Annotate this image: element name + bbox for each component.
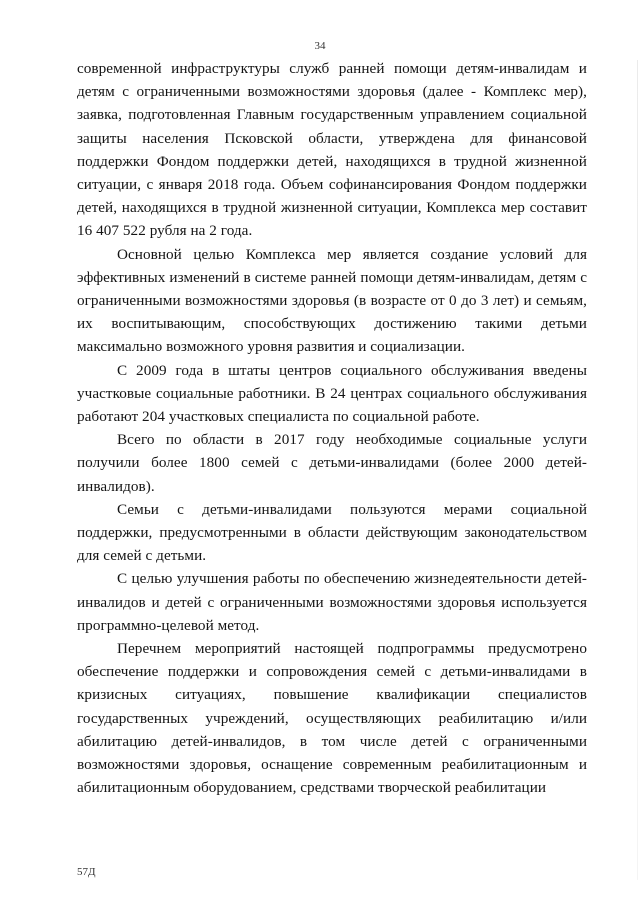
paragraph-social-workers: С 2009 года в штаты центров социального обслуживания введены участковые социальные работники. В 24 центрах социального обслуживания работают 204 участковых специалиста по социальной работе. [77,361,587,426]
paragraph-activities: Перечнем мероприятий настоящей подпрограммы предусмотрено обеспечение поддержки и сопровождения семей с детьми-инвалидами в кризисных ситуациях, повышение квалификации специалистов государственных учреждений, осуществляющих реабилитацию и/или абилитацию детей-инвалидов, в том числе детей с ограниченными возможностями здоровья, оснащение современным реабилитационным и абилитационным оборудованием, средствами творческой реабилитации [77,640,587,797]
paragraph-services-2017: Всего по области в 2017 году необходимые социальные услуги получили более 1800 семей с детьми-инвалидами (более 2000 детей-инвалидов). [77,431,587,495]
paragraph-1-continuation: современной инфраструктуры служб ранней помощи детям-инвалидам и детям с ограниченными возможностями здоровья (далее - Комплекс мер), заявка, подготовленная Главным государственным управлением социальной защиты населения Псковской области, утверждена для финансовой поддержки Фондом поддержки детей, находящихся в трудной жизненной ситуации, с января 2018 года. Объем софинансирования Фондом поддержки детей, находящихся в трудной жизненной ситуации, Комплекса мер составит 16 407 522 рубля на 2 года. [77,60,587,240]
paragraph-goal: Основной целью Комплекса мер является создание условий для эффективных изменений в системе ранней помощи детям-инвалидам, детям с ограниченными возможностями здоровья (в возрасте от 0 до 3 лет) и семьям, их воспитывающим, способствующих достижению такими детьми максимально возможного уровня развития и социализации. [77,245,587,356]
footer-code: 57Д [77,866,96,878]
paragraph-support-measures: Семьи с детьми-инвалидами пользуются мерами социальной поддержки, предусмотренными в области действующим законодательством для семей с детьми. [77,500,587,565]
scan-edge-line [637,60,638,880]
body-text [77,57,587,800]
page-number: 34 [314,40,326,52]
paragraph-program-method: С целью улучшения работы по обеспечению жизнедеятельности детей-инвалидов и детей с ограниченными возможностями здоровья используется программно-целевой метод. [77,570,587,634]
